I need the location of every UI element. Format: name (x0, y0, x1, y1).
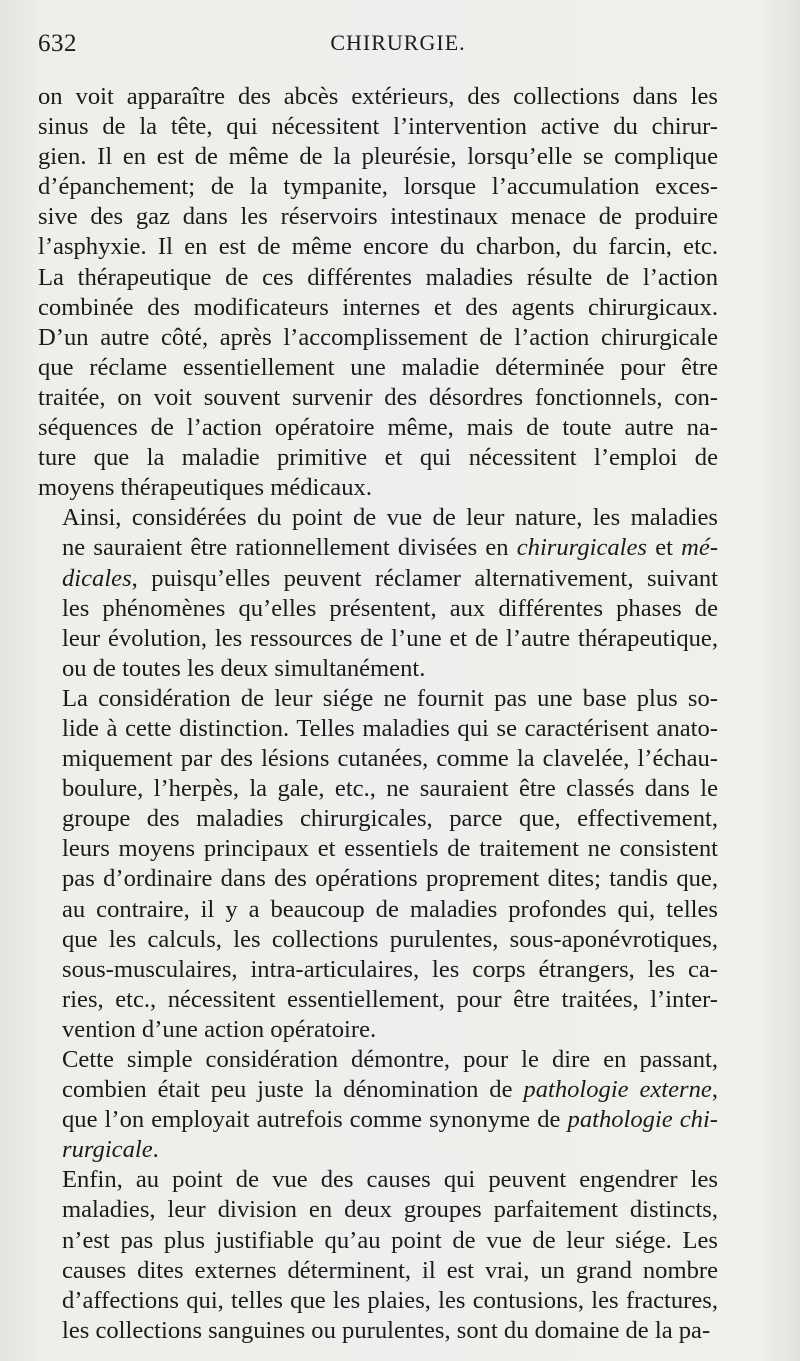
text-line: dicales, puisqu’elles peuvent réclamer alternativement, suivant (62, 564, 718, 592)
running-title: CHIRURGIE. (330, 30, 466, 55)
text-line: au contraire, il y a beaucoup de maladies profondes qui, telles (62, 895, 718, 923)
text-line: n’est pas plus justifiable qu’au point de vue de leur siége. Les (62, 1226, 718, 1254)
text-line: d’épanchement; de la tympanite, lorsque l’accumulation exces- (38, 173, 718, 201)
text-line: causes dites externes déterminent, il est vrai, un grand nombre (62, 1256, 718, 1284)
text-line: D’un autre côté, après l’accomplissement de l’action chirurgicale (38, 323, 718, 351)
page-number: 632 (38, 30, 77, 57)
text-line: pas d’ordinaire dans des opérations proprement dites; tandis que, (62, 865, 718, 893)
text-line: maladies, leur division en deux groupes parfaitement distincts, (62, 1196, 718, 1224)
italic-term: rurgicale (62, 1136, 153, 1164)
text-line: l’asphyxie. Il en est de même encore du charbon, du farcin, etc. (38, 233, 718, 261)
text-line: combinée des modificateurs internes et des agents chirurgicaux. (38, 293, 718, 321)
paragraph (38, 1045, 718, 1165)
italic-term: mé- (681, 534, 719, 562)
text-line: lide à cette distinction. Telles maladies qui se caractérisent anato- (62, 714, 718, 742)
text-line: ne sauraient être rationnellement divisées en chirurgicales et mé- (62, 534, 719, 562)
text-line: La thérapeutique de ces différentes maladies résulte de l’action (38, 263, 718, 291)
text-line: traitée, on voit souvent survenir des désordres fonctionnels, con- (38, 383, 718, 411)
text-line: Cette simple considération démontre, pour le dire en passant, (62, 1046, 718, 1073)
text-line: ries, etc., nécessitent essentiellement, pour être traitées, l’inter- (62, 985, 718, 1013)
text-line: que les calculs, les collections purulentes, sous-aponévrotiques, (62, 925, 718, 953)
text-line: boulure, l’herpès, la gale, etc., ne sauraient être classés dans le (62, 775, 718, 803)
text-line: on voit apparaître des abcès extérieurs, des collections dans les (38, 83, 718, 110)
running-head (38, 30, 718, 82)
text-line: ou de toutes les deux simultanément. (62, 654, 426, 682)
paragraph (38, 1165, 718, 1346)
text-line: ture que la maladie primitive et qui nécessitent l’emploi de (38, 444, 718, 472)
text-line: La considération de leur siége ne fournit pas une base plus so- (62, 684, 718, 712)
paragraph (38, 503, 718, 684)
text-line: leur évolution, les ressources de l’une et de l’autre thérapeutique, (62, 624, 718, 652)
italic-term: pathologie chi- (567, 1106, 718, 1134)
text-line: d’affections qui, telles que les plaies, les contusions, les fractures, (62, 1286, 718, 1314)
text-line: Enfin, au point de vue des causes qui peuvent engendrer les (62, 1166, 718, 1194)
text-line: sive des gaz dans les réservoirs intestinaux menace de produire (38, 203, 718, 231)
text-line: que l’on employait autrefois comme synonyme de pathologie chi- (62, 1106, 718, 1134)
text-line: que réclame essentiellement une maladie déterminée pour être (38, 353, 718, 381)
text-line: moyens thérapeutiques médicaux. (38, 474, 372, 502)
text-line: combien était peu juste la dénomination de pathologie externe, (62, 1076, 718, 1104)
paragraph (38, 82, 718, 503)
text-line: sous-musculaires, intra-articulaires, les corps étrangers, les ca- (62, 955, 718, 983)
text-line: groupe des maladies chirurgicales, parce que, effectivement, (62, 805, 718, 833)
text-line: rurgicale. (62, 1136, 159, 1164)
text-line: leurs moyens principaux et essentiels de traitement ne consistent (62, 835, 718, 863)
italic-term: pathologie externe (523, 1076, 712, 1104)
text-line: Ainsi, considérées du point de vue de leur nature, les maladies (62, 504, 718, 532)
text-line: miquement par des lésions cutanées, comme la clavelée, l’échau- (62, 745, 718, 773)
text-line: les phénomènes qu’elles présentent, aux différentes phases de (62, 594, 718, 622)
italic-term: dicales (62, 564, 132, 592)
text-line: les collections sanguines ou purulentes, sont du domaine de la pa- (62, 1316, 711, 1344)
text-line: sinus de la tête, qui nécessitent l’intervention active du chirur- (38, 113, 718, 141)
paragraph (38, 684, 718, 1045)
italic-term: chirurgicales (516, 534, 647, 562)
body-text (38, 82, 718, 1346)
text-line: gien. Il en est de même de la pleurésie, lorsqu’elle se complique (38, 143, 718, 171)
text-line: séquences de l’action opératoire même, mais de toute autre na- (38, 414, 718, 442)
text-line: vention d’une action opératoire. (62, 1015, 377, 1043)
